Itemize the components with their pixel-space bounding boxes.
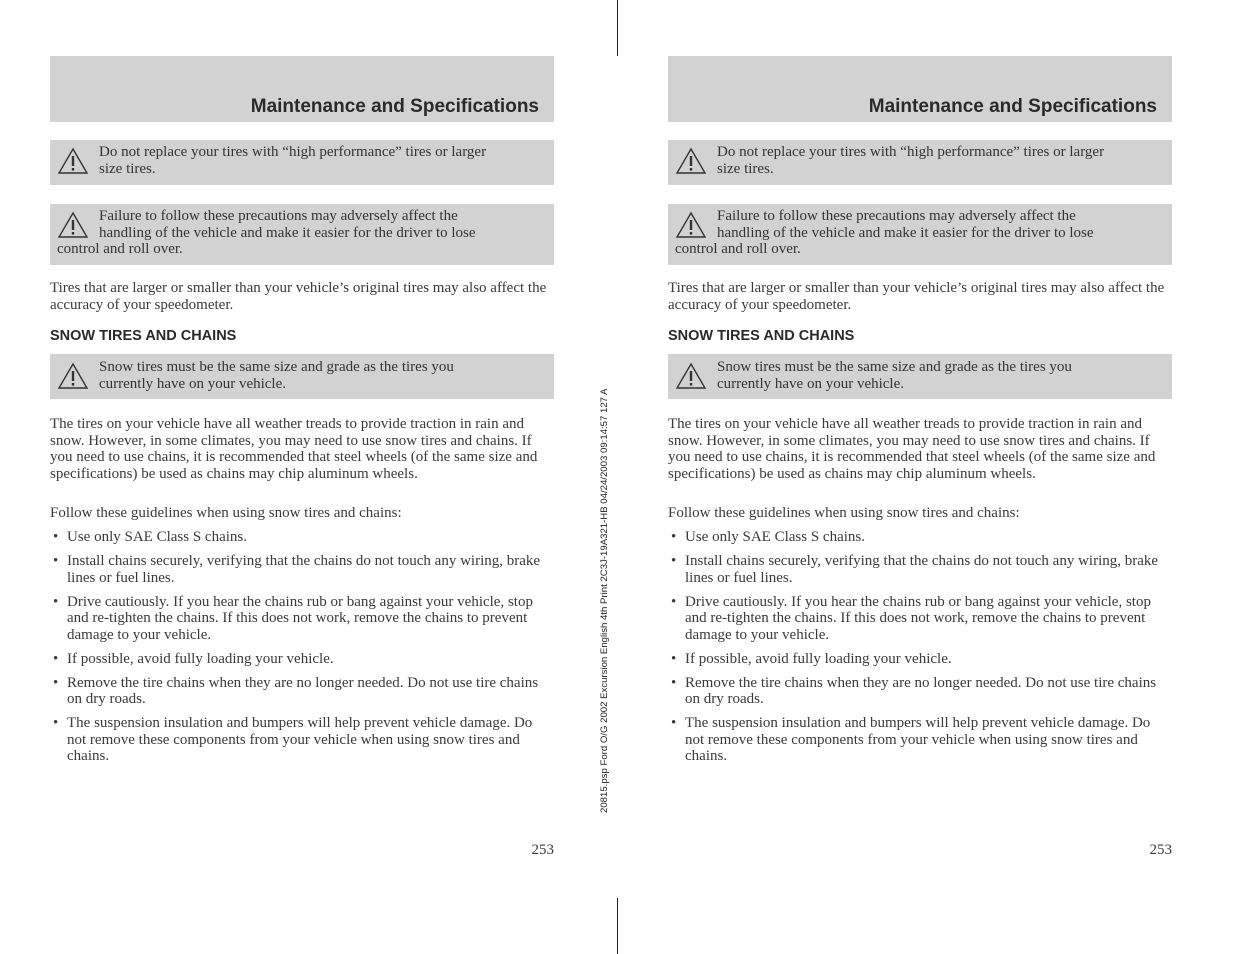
warning-text-line: Snow tires must be the same size and grade as the tires you — [99, 359, 454, 375]
warning-box — [668, 204, 1172, 265]
warning-text-line: Do not replace your tires with “high performance” tires or larger — [99, 144, 487, 160]
warning-text-line: control and roll over. — [57, 241, 183, 257]
fold-line-top — [617, 0, 618, 56]
warning-triangle-icon — [675, 211, 707, 239]
list-item — [50, 594, 554, 644]
list-item — [668, 715, 1172, 765]
bullet-icon: • — [671, 650, 677, 667]
warning-box — [50, 354, 554, 399]
list-item — [50, 651, 554, 668]
manual-page — [50, 0, 554, 954]
list-item — [668, 529, 1172, 546]
bullet-icon: • — [53, 529, 59, 545]
page-title: Maintenance and Specifications — [868, 96, 1157, 117]
warning-box — [50, 140, 554, 185]
warning-triangle-icon — [57, 211, 89, 239]
list-item-text: If possible, avoid fully loading your vehicle. — [67, 650, 334, 667]
bullet-icon: • — [671, 715, 677, 731]
page-number: 253 — [1149, 842, 1172, 858]
guideline-list — [668, 529, 1172, 772]
warning-text-line: control and roll over. — [675, 241, 801, 257]
page-header-bar — [50, 56, 554, 122]
warning-text-line: size tires. — [99, 160, 156, 177]
page-header-bar — [668, 56, 1172, 122]
body-paragraph: Tires that are larger or smaller than your vehicle’s original tires may also affect the accuracy of your speedometer. — [668, 280, 1165, 313]
list-item-text: If possible, avoid fully loading your vehicle. — [685, 650, 952, 667]
body-paragraph: Tires that are larger or smaller than your vehicle’s original tires may also affect the accuracy of your speedometer. — [50, 280, 547, 313]
list-item-text: Drive cautiously. If you hear the chains rub or bang against your vehicle, stop and re-tighten the chains. If this does not work, remove the chains to prevent damage to your vehicle. — [685, 593, 1151, 643]
bullet-icon: • — [671, 593, 677, 610]
warning-triangle-icon — [675, 147, 707, 175]
warning-box — [668, 354, 1172, 399]
section-heading: SNOW TIRES AND CHAINS — [668, 328, 855, 344]
bullet-icon: • — [53, 674, 59, 691]
list-item-text: The suspension insulation and bumpers will help prevent vehicle damage. Do not remove these components from your vehicle when using snow tires and chains. — [685, 715, 1151, 764]
fold-line-bottom — [617, 898, 618, 954]
warning-text-line: Snow tires must be the same size and grade as the tires you — [717, 359, 1072, 375]
bullet-icon: • — [53, 553, 59, 569]
list-item — [50, 675, 554, 708]
list-item — [50, 553, 554, 586]
warning-text-line: currently have on your vehicle. — [717, 375, 905, 392]
warning-text-line: handling of the vehicle and make it easier for the driver to lose — [99, 224, 476, 241]
list-item-text: The suspension insulation and bumpers will help prevent vehicle damage. Do not remove these components from your vehicle when using snow tires and chains. — [67, 715, 533, 764]
page-number: 253 — [531, 842, 554, 858]
bullet-icon: • — [671, 553, 677, 569]
list-item — [668, 651, 1172, 668]
warning-text-line: Failure to follow these precautions may adversely affect the — [717, 208, 1076, 224]
bullet-icon: • — [53, 650, 59, 667]
list-item — [50, 529, 554, 546]
bullet-icon: • — [671, 674, 677, 691]
page-title: Maintenance and Specifications — [250, 96, 539, 117]
warning-box — [668, 140, 1172, 185]
list-item-text: Use only SAE Class S chains. — [67, 529, 247, 545]
body-paragraph: Follow these guidelines when using snow tires and chains: — [668, 505, 1020, 521]
manual-page — [668, 0, 1172, 954]
list-item-text: Install chains securely, verifying that the chains do not touch any wiring, brake lines or fuel lines. — [67, 553, 541, 586]
body-paragraph: The tires on your vehicle have all weather treads to provide traction in rain and snow. However, in some climates, you may need to use snow tires and chains. If you need to use chains, it is recommended that steel wheels (of the same size and specifications) be used as chains may chip aluminum wheels. — [668, 416, 1156, 482]
warning-box — [50, 204, 554, 265]
bullet-icon: • — [53, 593, 59, 610]
warning-text-line: size tires. — [717, 160, 774, 177]
body-paragraph: Follow these guidelines when using snow tires and chains: — [50, 505, 402, 521]
warning-text-line: Failure to follow these precautions may adversely affect the — [99, 208, 458, 224]
list-item — [668, 594, 1172, 644]
warning-text-line: currently have on your vehicle. — [99, 375, 287, 392]
warning-triangle-icon — [57, 147, 89, 175]
list-item — [668, 675, 1172, 708]
list-item-text: Install chains securely, verifying that the chains do not touch any wiring, brake lines or fuel lines. — [685, 553, 1159, 586]
body-paragraph: The tires on your vehicle have all weather treads to provide traction in rain and snow. However, in some climates, you may need to use snow tires and chains. If you need to use chains, it is recommended that steel wheels (of the same size and specifications) be used as chains may chip aluminum wheels. — [50, 416, 538, 482]
list-item-text: Remove the tire chains when they are no longer needed. Do not use tire chains on dry roads. — [685, 674, 1157, 707]
section-heading: SNOW TIRES AND CHAINS — [50, 328, 237, 344]
guideline-list — [50, 529, 554, 772]
list-item-text: Drive cautiously. If you hear the chains rub or bang against your vehicle, stop and re-tighten the chains. If this does not work, remove the chains to prevent damage to your vehicle. — [67, 593, 533, 643]
list-item-text: Use only SAE Class S chains. — [685, 529, 865, 545]
bullet-icon: • — [671, 529, 677, 545]
list-item-text: Remove the tire chains when they are no longer needed. Do not use tire chains on dry roads. — [67, 674, 539, 707]
list-item — [50, 715, 554, 765]
warning-text-line: handling of the vehicle and make it easier for the driver to lose — [717, 224, 1094, 241]
warning-text-line: Do not replace your tires with “high performance” tires or larger — [717, 144, 1105, 160]
warning-triangle-icon — [57, 362, 89, 390]
print-slug: 20815.psp Ford O/G 2002 Excursion English 4th Print 2C3J-19A321-HB 04/24/2003 09:14:57 127 A — [599, 388, 610, 813]
list-item — [668, 553, 1172, 586]
warning-triangle-icon — [675, 362, 707, 390]
bullet-icon: • — [53, 715, 59, 731]
